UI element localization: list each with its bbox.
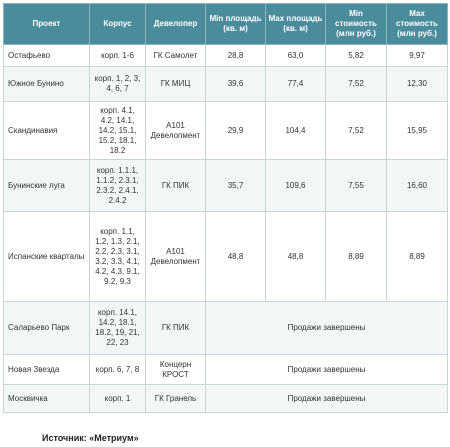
- min-cost-cell: 5,82: [326, 45, 387, 67]
- table-row: [4, 67, 448, 102]
- sales-status: Продажи завершены: [206, 355, 448, 385]
- table-row: [4, 160, 448, 212]
- table-row: [4, 45, 448, 67]
- max-cost-cell: 15,95: [387, 102, 448, 160]
- project-name: Новая Звезда: [4, 355, 90, 385]
- table-row: [4, 355, 448, 385]
- max-area-cell: 63,0: [266, 45, 326, 67]
- developer-cell: Концерн КРОСТ: [146, 355, 206, 385]
- max-area-cell: 109,6: [266, 160, 326, 212]
- max-area-cell: 48,8: [266, 212, 326, 302]
- max-cost-cell: 9,97: [387, 45, 448, 67]
- corpus-cell: корп. 4.1, 4.2, 14.1, 14.2, 15.1, 15.2, 18.1, 18.2: [90, 102, 146, 160]
- project-name: Испанские кварталы: [4, 212, 90, 302]
- header-developer: Девелопер: [146, 4, 206, 45]
- header-row: [4, 4, 448, 45]
- table-row: [4, 385, 448, 413]
- header-min-area: Min площадь (кв. м): [206, 4, 266, 45]
- max-cost-cell: 12,30: [387, 67, 448, 102]
- corpus-cell: корп. 1: [90, 385, 146, 413]
- source-caption: Источник: «Метриум»: [42, 433, 139, 443]
- min-area-cell: 48,8: [206, 212, 266, 302]
- project-name: Саларьево Парк: [4, 302, 90, 355]
- min-cost-cell: 7,55: [326, 160, 387, 212]
- corpus-cell: корп. 1, 2, 3, 4, 6, 7: [90, 67, 146, 102]
- project-name: Скандинавия: [4, 102, 90, 160]
- min-cost-cell: 7,52: [326, 102, 387, 160]
- min-area-cell: 28,8: [206, 45, 266, 67]
- project-name: Бунинские луга: [4, 160, 90, 212]
- corpus-cell: корп. 1-6: [90, 45, 146, 67]
- project-name: Южное Бунино: [4, 67, 90, 102]
- header-max-area: Max площадь (кв. м): [266, 4, 326, 45]
- developer-cell: ГК Самолет: [146, 45, 206, 67]
- header-min-cost: Min стоимость (млн руб.): [326, 4, 387, 45]
- project-name: Москвичка: [4, 385, 90, 413]
- developer-cell: ГК МИЦ: [146, 67, 206, 102]
- max-cost-cell: 16,60: [387, 160, 448, 212]
- min-area-cell: 35,7: [206, 160, 266, 212]
- min-cost-cell: 7,52: [326, 67, 387, 102]
- corpus-cell: корп. 6, 7, 8: [90, 355, 146, 385]
- header-corpus: Корпус: [90, 4, 146, 45]
- sales-status: Продажи завершены: [206, 385, 448, 413]
- developer-cell: А101 Девелопмент: [146, 102, 206, 160]
- max-area-cell: 77,4: [266, 67, 326, 102]
- corpus-cell: корп. 14.1, 14.2, 18.1, 18.2, 19, 21, 22, 23: [90, 302, 146, 355]
- developer-cell: ГК ПИК: [146, 302, 206, 355]
- corpus-cell: корп. 1.1, 1.2, 1.3, 2.1, 2.2, 2.3, 3.1, 3.2, 3.3, 4.1, 4.2, 4.3, 9.1, 9.2, 9.3: [90, 212, 146, 302]
- max-area-cell: 104,4: [266, 102, 326, 160]
- min-area-cell: 29,9: [206, 102, 266, 160]
- developer-cell: ГК ПИК: [146, 160, 206, 212]
- corpus-cell: корп. 1.1.1, 1.1.2, 2.3.1, 2.3.2, 2.4.1, 2.4.2: [90, 160, 146, 212]
- project-name: Остафьево: [4, 45, 90, 67]
- developer-cell: А101 Девелопмент: [146, 212, 206, 302]
- table-row: [4, 302, 448, 355]
- min-cost-cell: 8,89: [326, 212, 387, 302]
- header-max-cost: Max стоимость (млн руб.): [387, 4, 448, 45]
- table-row: [4, 212, 448, 302]
- data-table: [3, 3, 448, 413]
- table-row: [4, 102, 448, 160]
- min-area-cell: 39,6: [206, 67, 266, 102]
- developer-cell: ГК Гранель: [146, 385, 206, 413]
- max-cost-cell: 8,89: [387, 212, 448, 302]
- header-project: Проект: [4, 4, 90, 45]
- sales-status: Продажи завершены: [206, 302, 448, 355]
